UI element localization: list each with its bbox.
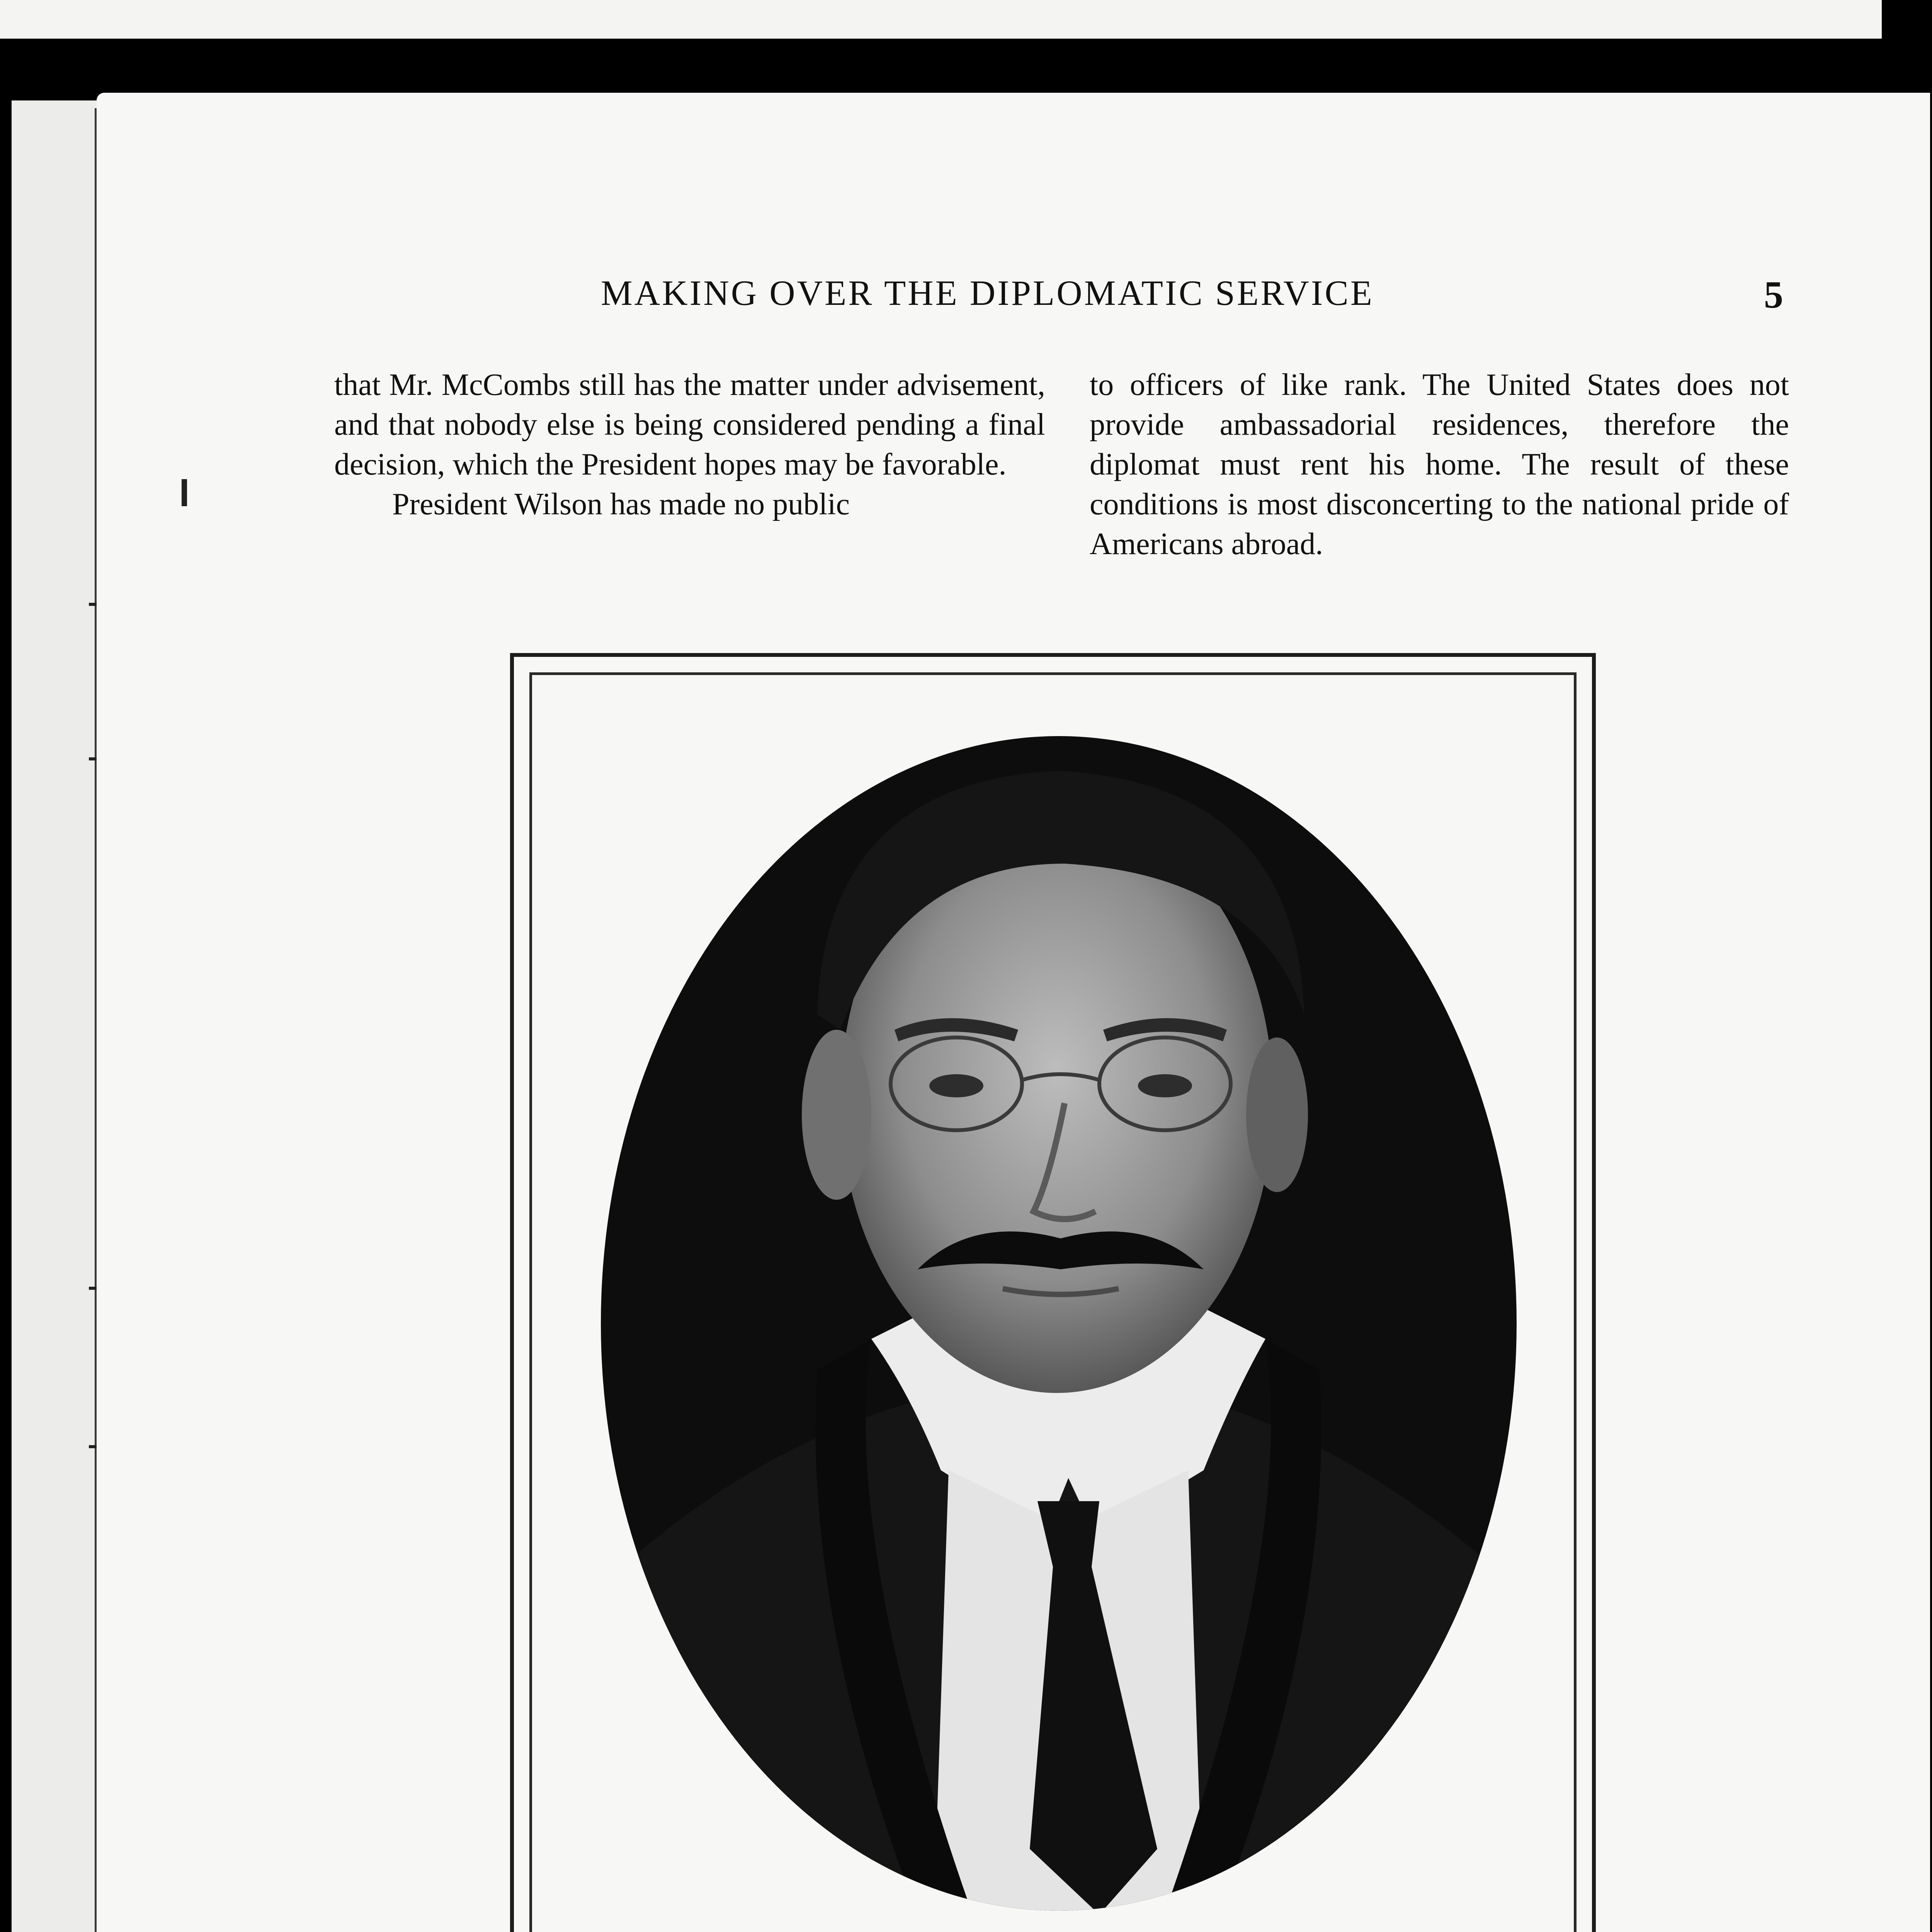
- page-number: 5: [1764, 273, 1783, 316]
- text-column-top-right: [1090, 365, 1789, 564]
- running-head: MAKING OVER THE DIPLOMATIC SERVICE: [601, 273, 1374, 313]
- previous-page-edge: [0, 0, 1882, 39]
- paragraph: to officers of like rank. The United States does not provide ambassadorial residences, therefore the diplomat must rent his home. The result of these conditions is most disconcerting to the national pride of Americans abroad.: [1090, 368, 1789, 561]
- paragraph: President Wilson has made no public: [392, 487, 850, 521]
- left-page-edge: [12, 100, 100, 1932]
- text-column-top-left: [334, 365, 1045, 524]
- ink-speck: [182, 479, 187, 506]
- paragraph: that Mr. McCombs still has the matter under advisement, and that nobody else is being considered pending a final decision, which the President hopes may be favorable.: [334, 368, 1045, 481]
- portrait-photo: [601, 736, 1517, 1911]
